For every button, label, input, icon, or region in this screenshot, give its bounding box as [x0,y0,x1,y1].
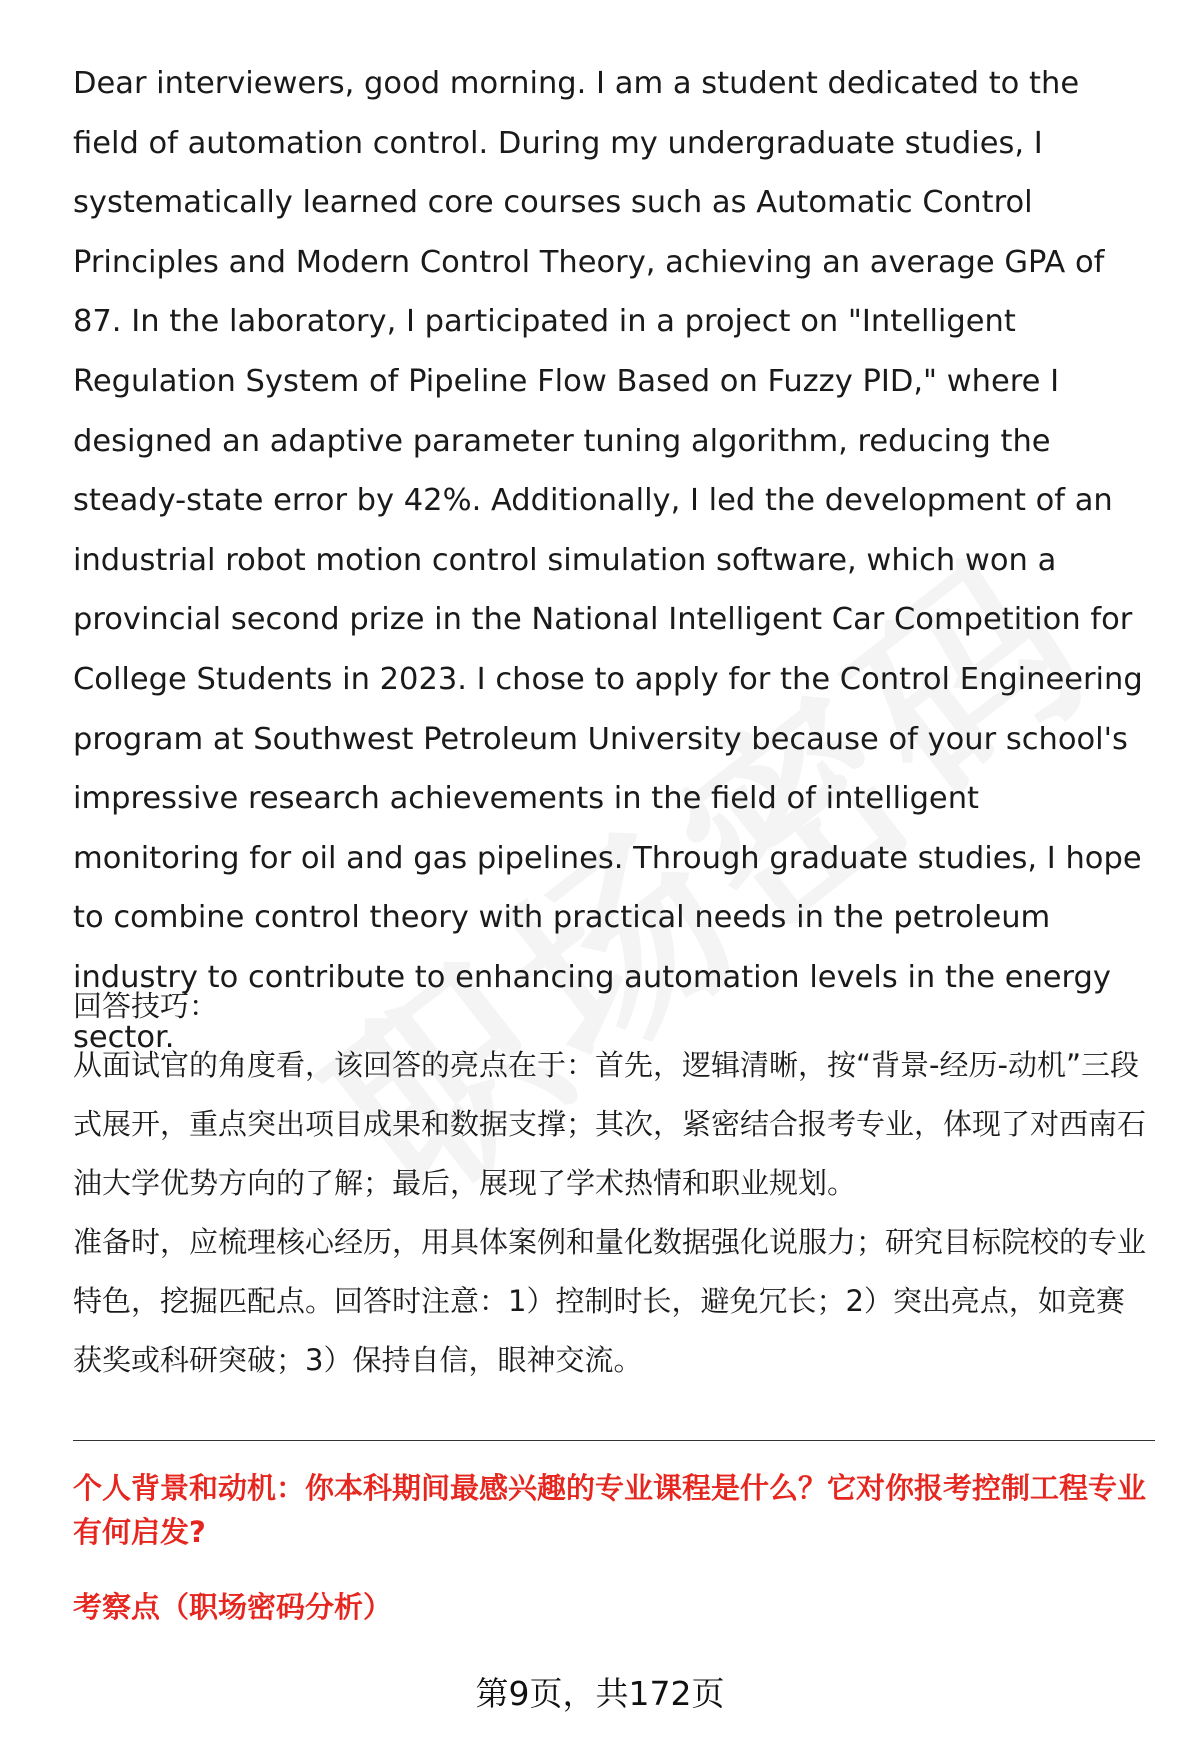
next-question-heading: 个人背景和动机：你本科期间最感兴趣的专业课程是什么？它对你报考控制工程专业有何启发? [73,1471,1147,1549]
tips-paragraph-1: 从面试官的角度看，该回答的亮点在于：首先，逻辑清晰，按“背景-经历-动机”三段式展开，重点突出项目成果和数据支撑；其次，紧密结合报考专业，体现了对西南石油大学优势方向的了解；最后，展现了学术热情和职业规划。 [73,1048,1147,1200]
tips-paragraph-2: 准备时，应梳理核心经历，用具体案例和量化数据强化说服力；研究目标院校的专业特色，挖掘匹配点。回答时注意：1）控制时长，避免冗长；2）突出亮点，如竞赛获奖或科研突破；3）保持自信，眼神交流。 [73,1225,1147,1377]
answer-paragraph: Dear interviewers, good morning. I am a student dedicated to the field of automation control. During my undergraduate studies, I systematically learned core courses such as Automatic Control Principles and Modern Control Theory, achieving an average GPA of 87. In the laboratory, I participated in a project on "Intelligent Regulation System of Pipeline Flow Based on Fuzzy PID," where I designed an adaptive parameter tuning algorithm, reducing the steady-state error by 42%. Additionally, I led the development of an industrial robot motion control simulation software, which won a provincial second prize in the National Intelligent Car Competition for College Students in 2023. I chose to apply for the Control Engineering program at Southwest Petroleum University because of your school's impressive research achievements in the field of intelligent monitoring for oil and gas pipelines. Through graduate studies, I hope to combine control theory with practical needs in the petroleum industry to contribute to enhancing automation levels in the energy sector. [73,66,1143,1055]
section-divider [73,1440,1155,1441]
tips-title: 回答技巧： [73,989,219,1023]
analysis-section-label: 考察点（职场密码分析） [73,1590,393,1624]
page-indicator: 第9页，共172页 [475,1674,725,1713]
